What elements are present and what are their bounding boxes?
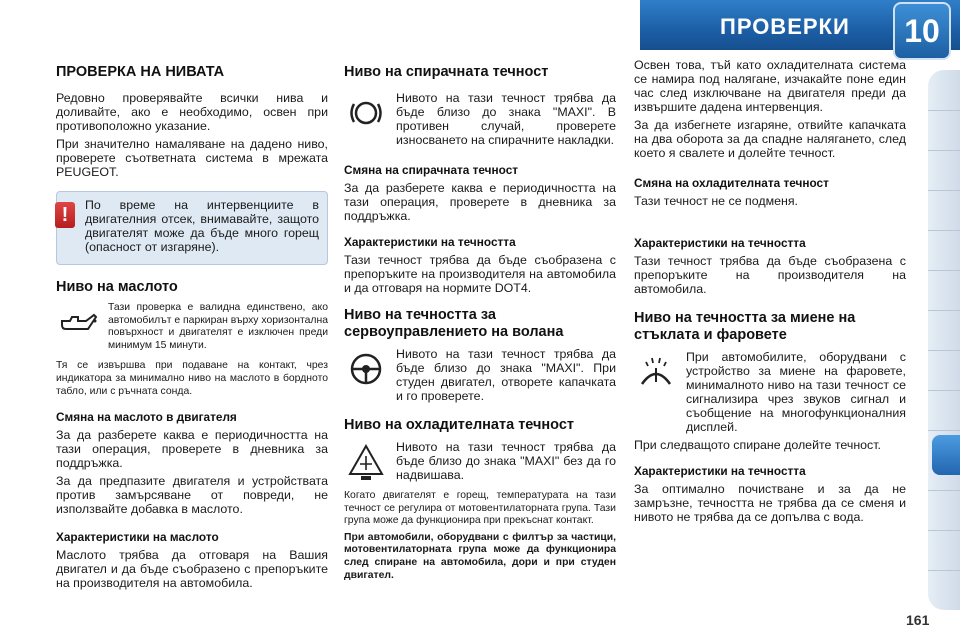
paragraph: Освен това, тъй като охладителната система се намира под налягане, изчакайте поне един час след изключване на двигателя преди да извършите дадена интервенция.: [634, 58, 906, 114]
chapter-badge: 10: [893, 2, 951, 60]
page-title: ПРОВЕРКИ: [720, 14, 850, 39]
column-2: [344, 58, 616, 586]
steering-heading: Ниво на течността за сервоуправлението на волана: [344, 307, 564, 340]
washer-text: При автомобилите, оборудвани с устройство за миене на фаровете, минималното ниво на тази течност се сигнализира чрез звуков сигнал и съобщение на многофункционалния дисплей.: [686, 350, 906, 434]
coolant-note: Когато двигателят е горещ, температурата на тази течност се регулира от мотовентилаторната група. Тази група може да функционира при прекъснат контакт.: [344, 490, 616, 527]
side-divider: [928, 350, 960, 351]
chapter-tab-active[interactable]: [932, 435, 960, 475]
side-divider: [928, 230, 960, 231]
steering-text: Нивото на тази течност трябва да бъде близо до знака "MAXI". При студен двигател, отворете капачката и го проверете.: [396, 347, 616, 403]
brake-specs-heading: Характеристики на течността: [344, 235, 516, 249]
brake-text: Нивото на тази течност трябва да бъде близо до знака "MAXI". В противен случай, проверете износването на спирачните накладки.: [396, 91, 616, 147]
coolant-warning-icon: [344, 440, 388, 484]
side-divider: [928, 530, 960, 531]
coolant-bold-note: При автомобили, оборудвани с филтър за частици, мотовентилаторната група може да функционира след спиране на автомобила, дори и при студен двигател.: [344, 531, 616, 581]
paragraph: За оптимално почистване и за да не замръзне, течността не трябва да се сменя и нивото не трябва да се допълва с вода.: [634, 482, 906, 524]
side-divider: [928, 110, 960, 111]
paragraph: Тази течност не се подменя.: [634, 194, 798, 208]
paragraph: Тази течност трябва да бъде съобразена с препоръките на производителя на автомобила и да отговаря на нормите DOT4.: [344, 253, 616, 295]
paragraph: Маслото трябва да отговаря на Вашия двигател и да бъде съобразено с препоръките на производителя на автомобила.: [56, 548, 328, 591]
paragraph: При значително намаляване на дадено ниво, проверете съответната система в мрежата PEUGEOT.: [56, 137, 328, 179]
page-number: 161: [906, 612, 930, 628]
warning-box: [56, 191, 328, 265]
column-3: [634, 58, 906, 528]
warning-icon: !: [55, 202, 75, 228]
warning-text: По време на интервенциите в двигателния отсек, внимавайте, защото двигателят може да бъде много горещ (опасност от изгаряне).: [85, 198, 319, 254]
paragraph: Тази течност трябва да бъде съобразена с препоръките на производителя на автомобила.: [634, 254, 906, 296]
coolant-specs-heading: Характеристики на течността: [634, 236, 806, 250]
oil-specs-heading: Характеристики на маслото: [56, 530, 219, 545]
washer-heading: Ниво на течността за миене на стъклата и фаровете: [634, 310, 856, 343]
section-title: ПРОВЕРКА НА НИВАТА: [56, 64, 225, 80]
side-divider: [928, 430, 960, 431]
paragraph: За да разберете каква е периодичността на тази операция, проверете в дневника за поддръжка.: [344, 181, 616, 223]
paragraph: За да избегнете изгаряне, отвийте капачката на два оборота за да спадне налягането, след което я свалете и долейте течност.: [634, 118, 906, 160]
brake-warning-icon: [344, 91, 388, 135]
coolant-text: Нивото на тази течност трябва да бъде близо до знака "MAXI" без да го надвишава.: [396, 440, 616, 482]
column-1: [56, 58, 328, 594]
steering-wheel-icon: [344, 347, 388, 391]
coolant-change-heading: Смяна на охладителната течност: [634, 176, 829, 190]
side-divider: [928, 390, 960, 391]
oil-text: Тя се извършва при подаване на контакт, чрез индикатора за минимално ниво на маслото в бордното табло, или с ръчната сонда.: [56, 360, 328, 397]
paragraph: За да разберете каква е периодичността на тази операция, проверете в дневника за поддръжка.: [56, 428, 328, 471]
brake-heading: Ниво на спирачната течност: [344, 64, 549, 80]
oil-can-icon: [56, 302, 100, 346]
washer-fluid-icon: [634, 350, 678, 394]
side-divider: [928, 150, 960, 151]
oil-heading: Ниво на маслото: [56, 279, 178, 295]
side-nav-strip: [928, 70, 960, 610]
side-divider: [928, 570, 960, 571]
paragraph: Редовно проверявайте всички нива и доливайте, ако е необходимо, освен при противоположно указание.: [56, 91, 328, 133]
paragraph: За да предпазите двигателя и устройствата против замърсяване от повреди, не използвайте добавка в маслото.: [56, 474, 328, 517]
oil-change-heading: Смяна на маслото в двигателя: [56, 410, 237, 425]
paragraph: При следващото спиране долейте течност.: [634, 438, 881, 452]
brake-change-heading: Смяна на спирачната течност: [344, 163, 519, 177]
side-divider: [928, 310, 960, 311]
coolant-heading: Ниво на охладителната течност: [344, 417, 575, 433]
side-divider: [928, 190, 960, 191]
oil-text: Тази проверка е валидна единствено, ако автомобилът е паркиран върху хоризонтална повърхност и двигателят е изключен преди минимум 15 минути.: [108, 302, 328, 351]
side-divider: [928, 490, 960, 491]
side-divider: [928, 270, 960, 271]
washer-specs-heading: Характеристики на течността: [634, 464, 806, 478]
